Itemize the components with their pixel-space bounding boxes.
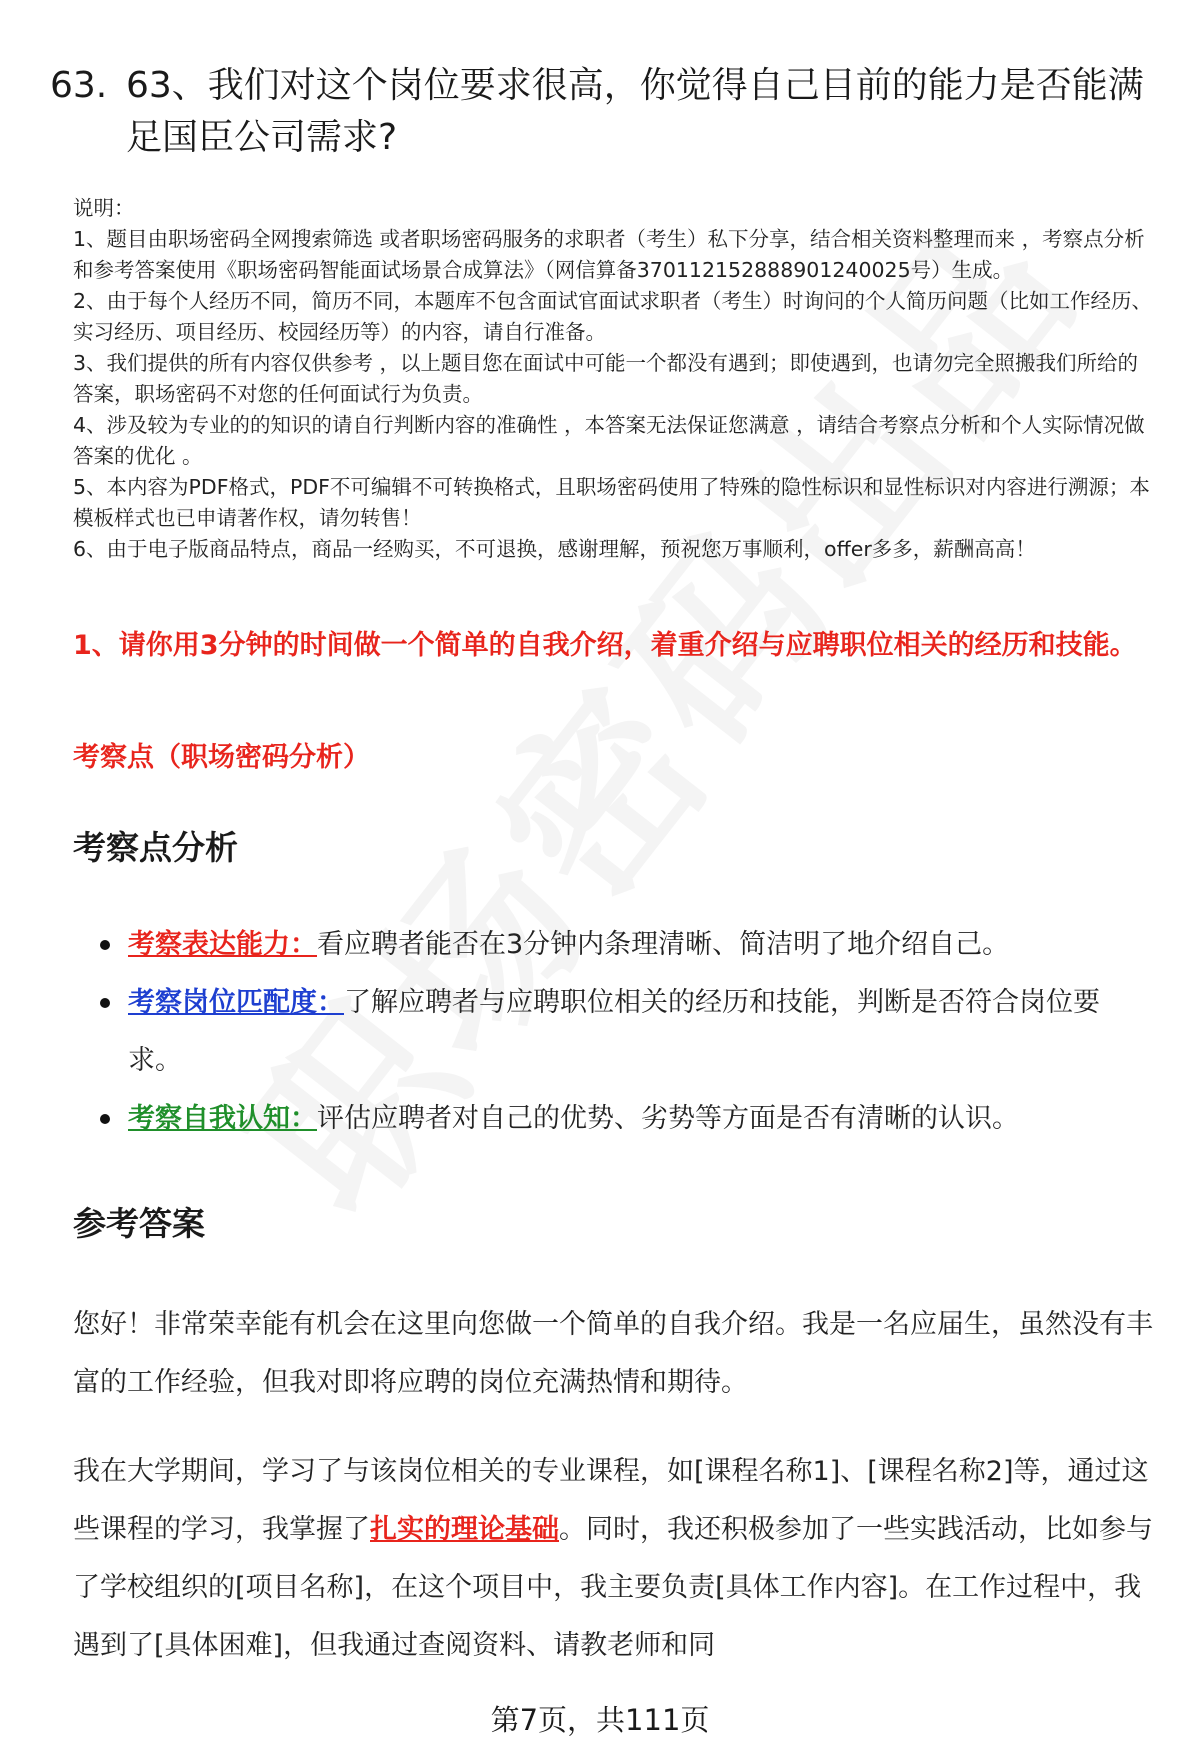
answer-text: 。同时，我还积极参加了一些实践活动，比如参与了学校组织的[项目名称]，在这个项目中，我主要负责[具体工作内容]。在工作过程中，我遇到了[具体困难]，但我通过查阅资料、请教老师和同	[73, 1514, 1153, 1661]
answer-paragraph-2	[73, 1443, 1158, 1675]
answer-highlight: 扎实的理论基础	[370, 1514, 559, 1545]
question-number: 63.	[50, 65, 108, 106]
answer-heading: 参考答案	[73, 1204, 205, 1243]
bullet-dot-icon	[100, 998, 110, 1008]
notice-heading: 说明：	[73, 196, 135, 220]
interview-question: 1、请你用3分钟的时间做一个简单的自我介绍，着重介绍与应聘职位相关的经历和技能。	[73, 630, 1137, 661]
bullet-dot-icon	[100, 1114, 110, 1124]
bullet-dot-icon	[100, 940, 110, 950]
notice-item: 5、本内容为PDF格式，PDF不可编辑不可转换格式，且职场密码使用了特殊的隐性标识和显性标识对内容进行溯源；本模板样式也已申请著作权，请勿转售！	[73, 475, 1150, 530]
analysis-item	[100, 916, 1150, 974]
analysis-keyword: 考察自我认知：	[128, 1103, 317, 1134]
analysis-keyword: 考察表达能力：	[128, 929, 317, 960]
notice-item: 6、由于电子版商品特点，商品一经购买，不可退换，感谢理解，预祝您万事顺利，offer多多，薪酬高高！	[73, 537, 1036, 561]
page-footer: 第7页，共111页	[490, 1703, 710, 1737]
question-title-text: 63、我们对这个岗位要求很高，你觉得自己目前的能力是否能满足国臣公司需求?	[126, 65, 1144, 158]
notice-item: 1、题目由职场密码全网搜索筛选 或者职场密码服务的求职者（考生）私下分享，结合相关资料整理而来 ，考察点分析和参考答案使用《职场密码智能面试场景合成算法》（网信算备370112152888901240025号）生成。	[73, 227, 1145, 282]
analysis-item	[100, 974, 1150, 1090]
analysis-heading: 考察点分析	[73, 828, 238, 867]
notice-item: 3、我们提供的所有内容仅供参考 ，以上题目您在面试中可能一个都没有遇到；即使遇到，也请勿完全照搬我们所给的答案，职场密码不对您的任何面试行为负责。	[73, 351, 1139, 406]
notice-block	[73, 193, 1158, 565]
answer-paragraph-1: 您好！非常荣幸能有机会在这里向您做一个简单的自我介绍。我是一名应届生，虽然没有丰富的工作经验，但我对即将应聘的岗位充满热情和期待。	[73, 1309, 1153, 1398]
question-title	[50, 60, 1160, 164]
notice-item: 2、由于每个人经历不同，简历不同，本题库不包含面试官面试求职者（考生）时询问的个人简历问题（比如工作经历、实习经历、项目经历、校园经历等）的内容，请自行准备。	[73, 289, 1153, 344]
answer-text: 我在大学期间，学习了与该岗位相关的专业课程，如[课程名称1]、[课程名称2]等，通过这些课程的学习，我掌握了	[73, 1456, 1149, 1545]
analysis-text: 了解应聘者与应聘职位相关的经历和技能，判断是否符合岗位要求。	[128, 987, 1100, 1076]
analysis-text: 评估应聘者对自己的优势、劣势等方面是否有清晰的认识。	[317, 1103, 1019, 1134]
analysis-text: 看应聘者能否在3分钟内条理清晰、简洁明了地介绍自己。	[317, 929, 1010, 960]
analysis-item	[100, 1090, 1150, 1148]
kaocha-label: 考察点（职场密码分析）	[73, 742, 370, 773]
notice-item: 4、涉及较为专业的的知识的请自行判断内容的准确性 ，本答案无法保证您满意 ，请结合考察点分析和个人实际情况做答案的优化 。	[73, 413, 1145, 468]
analysis-list	[100, 916, 1150, 1148]
analysis-keyword: 考察岗位匹配度：	[128, 987, 344, 1018]
